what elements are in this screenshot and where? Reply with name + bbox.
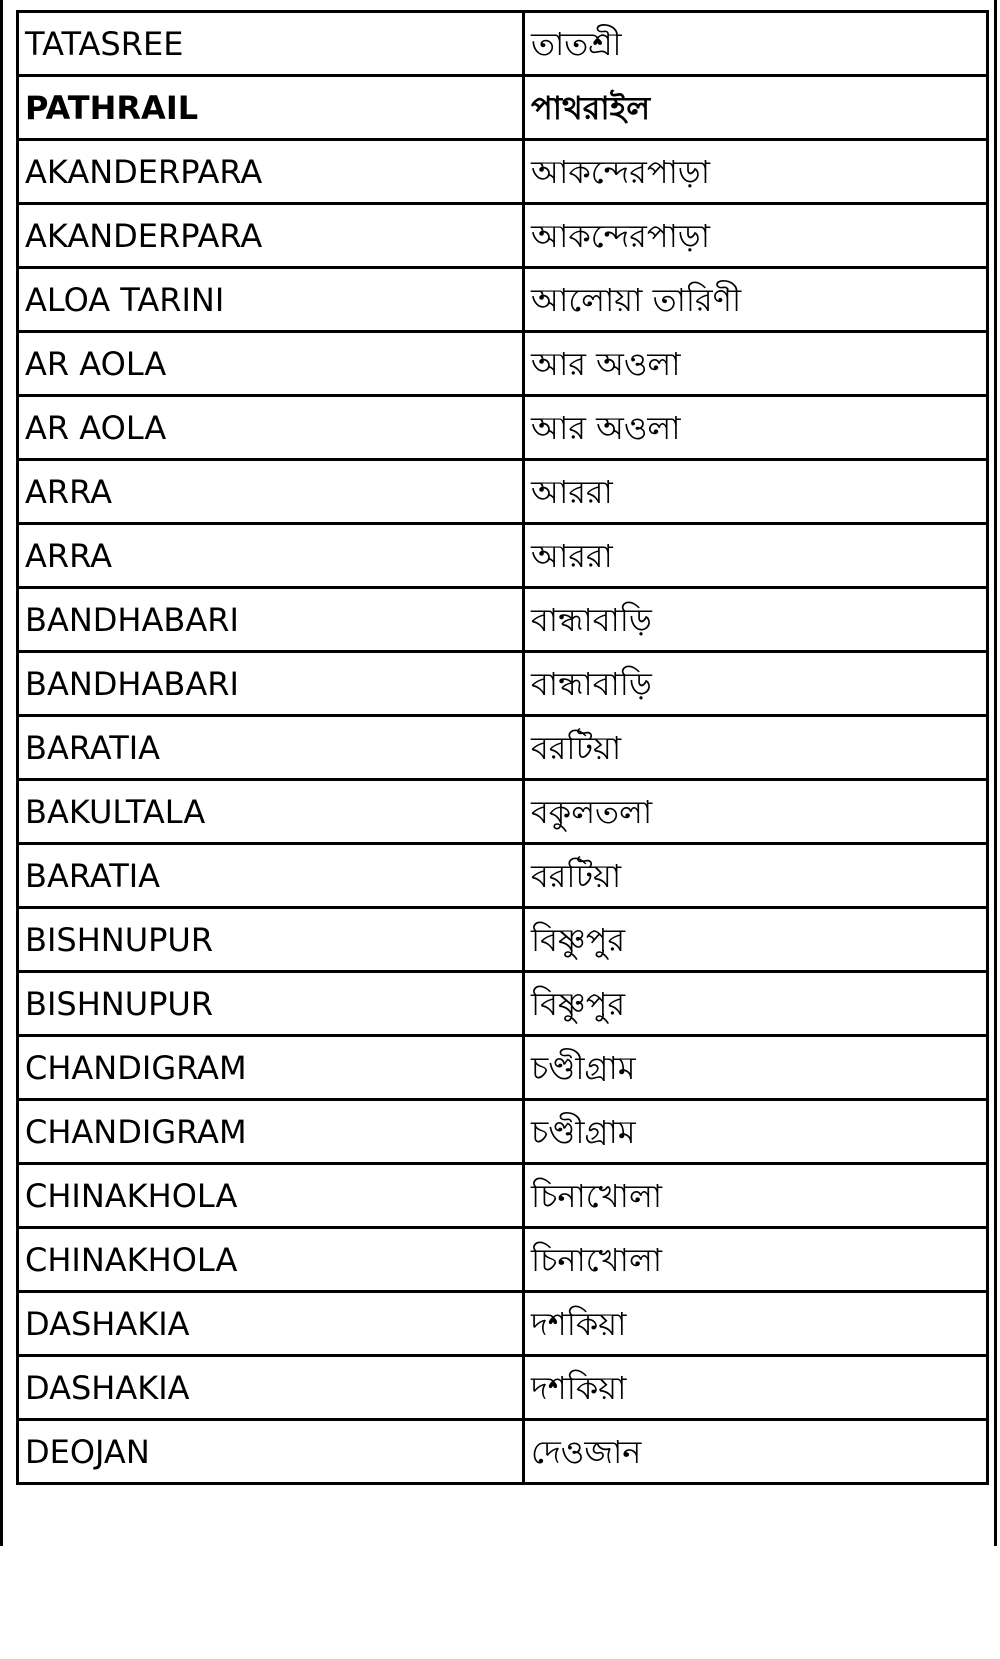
- table-row: [18, 588, 988, 652]
- english-name-cell: BARATIA: [18, 716, 524, 780]
- english-name-cell: CHINAKHOLA: [18, 1228, 524, 1292]
- english-name-cell: AKANDERPARA: [18, 140, 524, 204]
- table-row: [18, 396, 988, 460]
- table-row: [18, 460, 988, 524]
- table-row: [18, 1356, 988, 1420]
- right-border-line: [994, 0, 997, 1546]
- table-body: [18, 12, 988, 1484]
- bengali-name-cell: পাথরাইল: [524, 76, 988, 140]
- bengali-name-cell: বরটিয়া: [524, 716, 988, 780]
- bengali-name-cell: চিনাখোলা: [524, 1228, 988, 1292]
- bengali-name-cell: চিনাখোলা: [524, 1164, 988, 1228]
- bengali-name-cell: আররা: [524, 460, 988, 524]
- table-row: [18, 1420, 988, 1484]
- bengali-name-cell: বান্ধাবাড়ি: [524, 588, 988, 652]
- bengali-name-cell: বিষ্ণুপুর: [524, 908, 988, 972]
- bengali-name-cell: দশকিয়া: [524, 1292, 988, 1356]
- bengali-name-cell: বকুলতলা: [524, 780, 988, 844]
- table-row: [18, 652, 988, 716]
- bengali-name-cell: তাতশ্রী: [524, 12, 988, 76]
- english-name-cell: AKANDERPARA: [18, 204, 524, 268]
- bengali-name-cell: দশকিয়া: [524, 1356, 988, 1420]
- table-row: [18, 844, 988, 908]
- table-row: [18, 1164, 988, 1228]
- table-row: [18, 908, 988, 972]
- english-name-cell: BANDHABARI: [18, 652, 524, 716]
- table-row: [18, 1228, 988, 1292]
- english-name-cell: BARATIA: [18, 844, 524, 908]
- bengali-name-cell: আলোয়া তারিণী: [524, 268, 988, 332]
- english-name-cell: BANDHABARI: [18, 588, 524, 652]
- bengali-name-cell: আকন্দেরপাড়া: [524, 140, 988, 204]
- bengali-name-cell: চণ্ডীগ্রাম: [524, 1036, 988, 1100]
- table-row: [18, 1100, 988, 1164]
- place-name-table: [16, 10, 989, 1485]
- english-name-cell: TATASREE: [18, 12, 524, 76]
- english-name-cell: AR AOLA: [18, 332, 524, 396]
- table-row: [18, 780, 988, 844]
- bengali-name-cell: আররা: [524, 524, 988, 588]
- table-row: [18, 12, 988, 76]
- bengali-name-cell: আর অওলা: [524, 396, 988, 460]
- bengali-name-cell: বিষ্ণুপুর: [524, 972, 988, 1036]
- table-row: [18, 1036, 988, 1100]
- english-name-cell: CHINAKHOLA: [18, 1164, 524, 1228]
- bengali-name-cell: বান্ধাবাড়ি: [524, 652, 988, 716]
- bengali-name-cell: আকন্দেরপাড়া: [524, 204, 988, 268]
- table-row: [18, 76, 988, 140]
- bengali-name-cell: আর অওলা: [524, 332, 988, 396]
- english-name-cell: DASHAKIA: [18, 1292, 524, 1356]
- table-row: [18, 524, 988, 588]
- table-row: [18, 716, 988, 780]
- english-name-cell: CHANDIGRAM: [18, 1036, 524, 1100]
- english-name-cell: ALOA TARINI: [18, 268, 524, 332]
- english-name-cell: ARRA: [18, 524, 524, 588]
- english-name-cell: AR AOLA: [18, 396, 524, 460]
- english-name-cell: BAKULTALA: [18, 780, 524, 844]
- bengali-name-cell: চণ্ডীগ্রাম: [524, 1100, 988, 1164]
- english-name-cell: ARRA: [18, 460, 524, 524]
- table-row: [18, 1292, 988, 1356]
- table-row: [18, 140, 988, 204]
- english-name-cell: PATHRAIL: [18, 76, 524, 140]
- table-row: [18, 204, 988, 268]
- english-name-cell: BISHNUPUR: [18, 908, 524, 972]
- english-name-cell: BISHNUPUR: [18, 972, 524, 1036]
- english-name-cell: DASHAKIA: [18, 1356, 524, 1420]
- table-row: [18, 332, 988, 396]
- table-row: [18, 972, 988, 1036]
- table-row: [18, 268, 988, 332]
- bengali-name-cell: দেওজান: [524, 1420, 988, 1484]
- bengali-name-cell: বরটিয়া: [524, 844, 988, 908]
- english-name-cell: CHANDIGRAM: [18, 1100, 524, 1164]
- english-name-cell: DEOJAN: [18, 1420, 524, 1484]
- left-border-line: [0, 0, 3, 1546]
